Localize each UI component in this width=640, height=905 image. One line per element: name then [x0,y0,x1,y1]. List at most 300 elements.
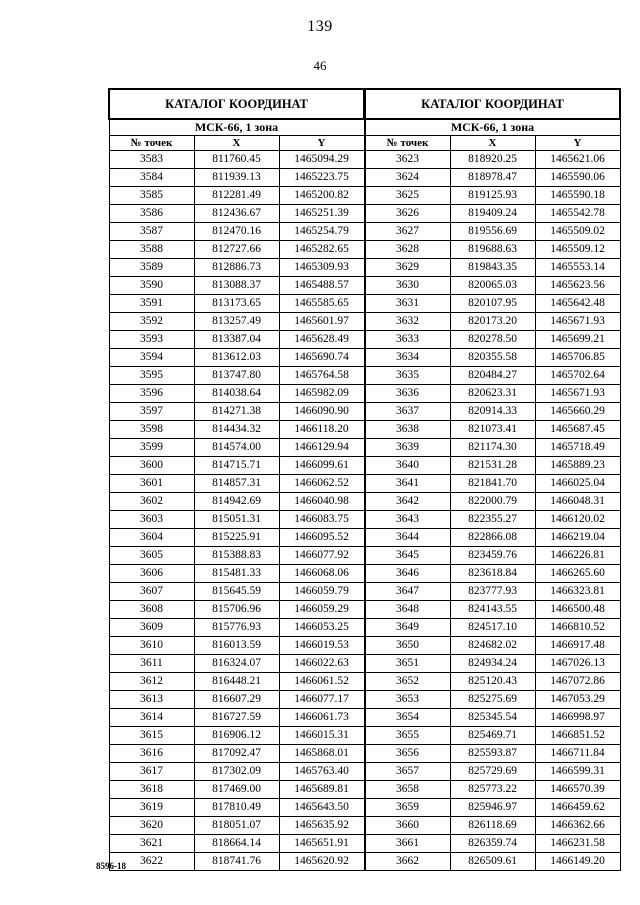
cell-point-number: 3611 [109,655,194,673]
table-row [109,709,364,727]
table-row [109,655,364,673]
cell-y: 1466323.81 [535,583,620,601]
cell-y: 1466083.75 [279,511,364,529]
table-row [109,457,364,475]
cell-x: 819843.35 [450,259,535,277]
table-row [109,727,364,745]
cell-point-number: 3651 [365,655,450,673]
cell-y: 1465702.64 [535,367,620,385]
cell-x: 818920.25 [450,151,535,169]
table-row [109,385,364,403]
table-row [109,745,364,763]
cell-point-number: 3627 [365,223,450,241]
table-row [365,583,620,601]
cell-y: 1465590.06 [535,169,620,187]
cell-point-number: 3589 [109,259,194,277]
cell-x: 826509.61 [450,853,535,871]
table-row [109,169,364,187]
cell-x: 816607.29 [194,691,279,709]
table-row [109,619,364,637]
cell-x: 822000.79 [450,493,535,511]
cell-y: 1465868.01 [279,745,364,763]
cell-point-number: 3597 [109,403,194,421]
table-body [365,151,620,871]
table-row [365,565,620,583]
cell-point-number: 3630 [365,277,450,295]
table-row [109,565,364,583]
page-number: 139 [307,18,333,35]
table-row [109,223,364,241]
cell-point-number: 3622 [109,853,194,871]
table-row [365,313,620,331]
cell-point-number: 3613 [109,691,194,709]
cell-y: 1465223.75 [279,169,364,187]
table-row [365,655,620,673]
cell-x: 814434.32 [194,421,279,439]
cell-y: 1466022.63 [279,655,364,673]
table-zone: МСК-66, 1 зона [365,119,620,136]
cell-x: 817810.49 [194,799,279,817]
cell-point-number: 3653 [365,691,450,709]
cell-y: 1466059.29 [279,601,364,619]
cell-point-number: 3633 [365,331,450,349]
cell-x: 813173.65 [194,295,279,313]
cell-x: 818051.07 [194,817,279,835]
cell-y: 1466068.06 [279,565,364,583]
cell-point-number: 3616 [109,745,194,763]
cell-y: 1465590.18 [535,187,620,205]
cell-y: 1466095.52 [279,529,364,547]
cell-point-number: 3628 [365,241,450,259]
cell-point-number: 3631 [365,295,450,313]
cell-y: 1466019.53 [279,637,364,655]
table-row [365,385,620,403]
coordinate-catalog-table-left [108,88,365,871]
table-row [365,493,620,511]
cell-x: 813747.80 [194,367,279,385]
table-row [365,511,620,529]
cell-y: 1465671.93 [535,385,620,403]
table-row [365,331,620,349]
cell-x: 825275.69 [450,691,535,709]
cell-point-number: 3614 [109,709,194,727]
cell-x: 819125.93 [450,187,535,205]
cell-y: 1465718.49 [535,439,620,457]
cell-x: 818664.14 [194,835,279,853]
cell-y: 1465635.92 [279,817,364,835]
cell-point-number: 3652 [365,673,450,691]
cell-x: 825120.43 [450,673,535,691]
cell-y: 1465690.74 [279,349,364,367]
cell-point-number: 3632 [365,313,450,331]
cell-point-number: 3636 [365,385,450,403]
cell-x: 814942.69 [194,493,279,511]
cell-x: 826118.69 [450,817,535,835]
cell-x: 825946.97 [450,799,535,817]
cell-y: 1466120.02 [535,511,620,529]
cell-x: 817092.47 [194,745,279,763]
cell-y: 1467026.13 [535,655,620,673]
table-row [109,349,364,367]
cell-x: 822355.27 [450,511,535,529]
cell-y: 1465651.91 [279,835,364,853]
cell-x: 820278.50 [450,331,535,349]
cell-x: 819409.24 [450,205,535,223]
cell-x: 825345.54 [450,709,535,727]
cell-y: 1465706.85 [535,349,620,367]
cell-y: 1465671.93 [535,313,620,331]
cell-x: 823459.76 [450,547,535,565]
cell-x: 824682.02 [450,637,535,655]
cell-point-number: 3619 [109,799,194,817]
table-row [365,403,620,421]
cell-point-number: 3643 [365,511,450,529]
cell-point-number: 3635 [365,367,450,385]
cell-y: 1466015.31 [279,727,364,745]
table-title-row [365,89,620,119]
cell-point-number: 3584 [109,169,194,187]
cell-y: 1465254.79 [279,223,364,241]
cell-x: 818978.47 [450,169,535,187]
table-row [109,781,364,799]
cell-y: 1465542.78 [535,205,620,223]
cell-x: 821073.41 [450,421,535,439]
table-row [365,367,620,385]
cell-x: 811939.13 [194,169,279,187]
cell-point-number: 3592 [109,313,194,331]
cell-y: 1466040.98 [279,493,364,511]
cell-x: 821531.28 [450,457,535,475]
table-row [365,169,620,187]
cell-x: 815225.91 [194,529,279,547]
cell-x: 814574.00 [194,439,279,457]
table-row [365,421,620,439]
cell-point-number: 3626 [365,205,450,223]
cell-y: 1465282.65 [279,241,364,259]
cell-x: 818741.76 [194,853,279,871]
header-point-number: № точек [109,136,194,151]
cell-point-number: 3660 [365,817,450,835]
cell-x: 812436.67 [194,205,279,223]
cell-x: 824934.24 [450,655,535,673]
cell-point-number: 3599 [109,439,194,457]
table-row [365,205,620,223]
table-row [109,853,364,871]
cell-point-number: 3609 [109,619,194,637]
table-row [109,241,364,259]
table-row [365,835,620,853]
table-row [365,727,620,745]
cell-x: 816727.59 [194,709,279,727]
cell-y: 1465687.45 [535,421,620,439]
cell-x: 821841.70 [450,475,535,493]
cell-y: 1465509.02 [535,223,620,241]
cell-x: 825773.22 [450,781,535,799]
table-row [109,205,364,223]
cell-point-number: 3642 [365,493,450,511]
table-row [109,817,364,835]
cell-point-number: 3638 [365,421,450,439]
table-header-row [109,136,364,151]
table-row [365,691,620,709]
table-row [109,799,364,817]
cell-point-number: 3656 [365,745,450,763]
cell-point-number: 3629 [365,259,450,277]
cell-point-number: 3647 [365,583,450,601]
cell-x: 820355.58 [450,349,535,367]
cell-x: 814271.38 [194,403,279,421]
cell-x: 820914.33 [450,403,535,421]
cell-y: 1466998.97 [535,709,620,727]
cell-x: 820484.27 [450,367,535,385]
cell-y: 1465689.81 [279,781,364,799]
table-row [365,673,620,691]
cell-point-number: 3588 [109,241,194,259]
cell-y: 1466048.31 [535,493,620,511]
cell-point-number: 3610 [109,637,194,655]
table-zone: МСК-66, 1 зона [109,119,364,136]
cell-point-number: 3624 [365,169,450,187]
table-row [109,601,364,619]
table-row [365,637,620,655]
cell-x: 811760.45 [194,151,279,169]
cell-point-number: 3605 [109,547,194,565]
cell-point-number: 3650 [365,637,450,655]
table-row [109,475,364,493]
cell-x: 825729.69 [450,763,535,781]
cell-point-number: 3625 [365,187,450,205]
cell-y: 1466077.92 [279,547,364,565]
cell-point-number: 3658 [365,781,450,799]
cell-x: 822866.08 [450,529,535,547]
cell-y: 1465699.21 [535,331,620,349]
cell-y: 1467053.29 [535,691,620,709]
header-y: Y [535,136,620,151]
cell-y: 1466059.79 [279,583,364,601]
cell-y: 1465763.40 [279,763,364,781]
cell-y: 1466062.52 [279,475,364,493]
header-y: Y [279,136,364,151]
table-row [365,277,620,295]
cell-y: 1466219.04 [535,529,620,547]
table-row [109,403,364,421]
cell-point-number: 3586 [109,205,194,223]
table-row [365,619,620,637]
cell-point-number: 3644 [365,529,450,547]
cell-point-number: 3596 [109,385,194,403]
cell-y: 1466851.52 [535,727,620,745]
cell-y: 1465764.58 [279,367,364,385]
cell-y: 1465628.49 [279,331,364,349]
cell-y: 1466099.61 [279,457,364,475]
table-header-row [365,136,620,151]
table-row [365,709,620,727]
cell-x: 824143.55 [450,601,535,619]
cell-y: 1465621.06 [535,151,620,169]
cell-y: 1465643.50 [279,799,364,817]
table-zone-row [365,119,620,136]
table-row [109,835,364,853]
table-row [365,799,620,817]
cell-x: 821174.30 [450,439,535,457]
table-row [365,601,620,619]
table-row [365,241,620,259]
cell-y: 1465660.29 [535,403,620,421]
table-row [365,529,620,547]
table-row [365,547,620,565]
cell-y: 1466500.48 [535,601,620,619]
cell-point-number: 3648 [365,601,450,619]
cell-y: 1467072.86 [535,673,620,691]
sub-page-number: 46 [313,58,327,73]
table-row [109,151,364,169]
cell-y: 1466362.66 [535,817,620,835]
cell-point-number: 3615 [109,727,194,745]
table-row [365,349,620,367]
table-row [109,583,364,601]
cell-y: 1465553.14 [535,259,620,277]
cell-point-number: 3641 [365,475,450,493]
cell-x: 825593.87 [450,745,535,763]
cell-x: 823618.84 [450,565,535,583]
cell-x: 824517.10 [450,619,535,637]
cell-point-number: 3649 [365,619,450,637]
cell-x: 820107.95 [450,295,535,313]
cell-x: 814038.64 [194,385,279,403]
cell-point-number: 3583 [109,151,194,169]
cell-x: 815706.96 [194,601,279,619]
cell-point-number: 3591 [109,295,194,313]
footer-code: 8596-18 [96,861,126,871]
cell-y: 1466711.84 [535,745,620,763]
cell-y: 1465509.12 [535,241,620,259]
cell-point-number: 3612 [109,673,194,691]
cell-point-number: 3618 [109,781,194,799]
cell-y: 1466090.90 [279,403,364,421]
cell-y: 1466599.31 [535,763,620,781]
cell-x: 820623.31 [450,385,535,403]
cell-point-number: 3623 [365,151,450,169]
cell-point-number: 3634 [365,349,450,367]
table-row [109,277,364,295]
table-row [365,187,620,205]
cell-x: 813088.37 [194,277,279,295]
table-row [365,853,620,871]
table-row [109,763,364,781]
cell-x: 815481.33 [194,565,279,583]
cell-point-number: 3637 [365,403,450,421]
table-zone-row [109,119,364,136]
cell-point-number: 3608 [109,601,194,619]
cell-x: 815388.83 [194,547,279,565]
table-row [109,187,364,205]
table-row [365,745,620,763]
header-point-number: № точек [365,136,450,151]
cell-x: 820173.20 [450,313,535,331]
table-title: КАТАЛОГ КООРДИНАТ [365,89,620,119]
cell-x: 815645.59 [194,583,279,601]
cell-y: 1465251.39 [279,205,364,223]
cell-y: 1466917.48 [535,637,620,655]
cell-x: 813612.03 [194,349,279,367]
cell-y: 1465488.57 [279,277,364,295]
cell-y: 1466459.62 [535,799,620,817]
cell-point-number: 3598 [109,421,194,439]
cell-point-number: 3620 [109,817,194,835]
cell-x: 812886.73 [194,259,279,277]
table-row [365,223,620,241]
table-title: КАТАЛОГ КООРДИНАТ [109,89,364,119]
cell-point-number: 3587 [109,223,194,241]
coordinate-catalog-table-right [364,88,621,871]
cell-y: 1465200.82 [279,187,364,205]
cell-point-number: 3601 [109,475,194,493]
cell-x: 817302.09 [194,763,279,781]
cell-y: 1466570.39 [535,781,620,799]
cell-point-number: 3645 [365,547,450,565]
cell-x: 826359.74 [450,835,535,853]
cell-y: 1466061.73 [279,709,364,727]
cell-y: 1465642.48 [535,295,620,313]
cell-y: 1465309.93 [279,259,364,277]
table-row [365,259,620,277]
cell-x: 814715.71 [194,457,279,475]
cell-y: 1466129.94 [279,439,364,457]
table-title-row [109,89,364,119]
table-row [109,259,364,277]
header-x: X [194,136,279,151]
cell-point-number: 3617 [109,763,194,781]
table-row [365,817,620,835]
table-row [109,511,364,529]
cell-y: 1466226.81 [535,547,620,565]
cell-point-number: 3593 [109,331,194,349]
table-row [365,151,620,169]
cell-y: 1466025.04 [535,475,620,493]
cell-point-number: 3606 [109,565,194,583]
cell-x: 817469.00 [194,781,279,799]
cell-point-number: 3657 [365,763,450,781]
cell-x: 825469.71 [450,727,535,745]
cell-x: 816013.59 [194,637,279,655]
table-row [365,763,620,781]
cell-x: 815051.31 [194,511,279,529]
cell-point-number: 3602 [109,493,194,511]
cell-x: 823777.93 [450,583,535,601]
cell-x: 819688.63 [450,241,535,259]
cell-point-number: 3600 [109,457,194,475]
cell-y: 1466061.52 [279,673,364,691]
table-row [365,439,620,457]
table-row [365,475,620,493]
table-row [109,421,364,439]
cell-x: 812281.49 [194,187,279,205]
cell-y: 1465620.92 [279,853,364,871]
cell-y: 1465889.23 [535,457,620,475]
header-x: X [450,136,535,151]
cell-x: 816324.07 [194,655,279,673]
cell-point-number: 3640 [365,457,450,475]
cell-x: 812470.16 [194,223,279,241]
table-row [109,313,364,331]
cell-point-number: 3594 [109,349,194,367]
cell-y: 1465601.97 [279,313,364,331]
cell-point-number: 3585 [109,187,194,205]
cell-y: 1465982.09 [279,385,364,403]
cell-x: 820065.03 [450,277,535,295]
cell-x: 813387.04 [194,331,279,349]
table-row [109,331,364,349]
